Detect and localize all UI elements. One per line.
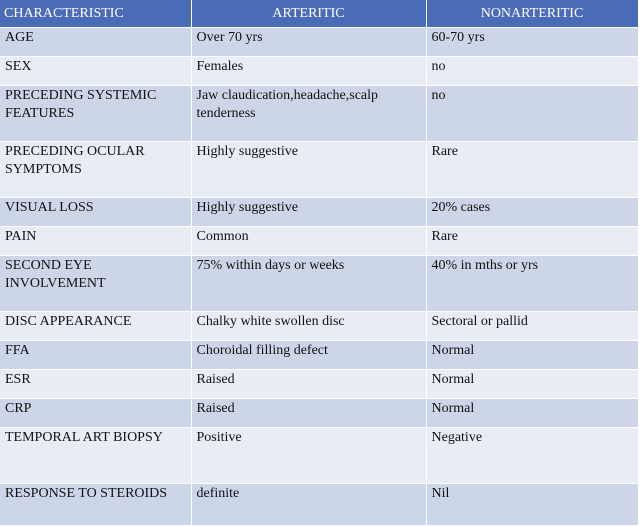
cell-arteritic: Highly suggestive bbox=[191, 142, 426, 198]
cell-nonarteritic: Normal bbox=[426, 341, 638, 370]
cell-characteristic: TEMPORAL ART BIOPSY bbox=[0, 428, 191, 484]
cell-arteritic: Raised bbox=[191, 370, 426, 399]
cell-nonarteritic: Normal bbox=[426, 370, 638, 399]
cell-nonarteritic: Rare bbox=[426, 227, 638, 256]
cell-characteristic: FFA bbox=[0, 341, 191, 370]
cell-arteritic: Females bbox=[191, 57, 426, 86]
header-nonarteritic: NONARTERITIC bbox=[426, 0, 638, 28]
table-row bbox=[0, 198, 638, 227]
table-row bbox=[0, 57, 638, 86]
cell-arteritic: Chalky white swollen disc bbox=[191, 312, 426, 341]
cell-nonarteritic: Nil bbox=[426, 484, 638, 526]
cell-characteristic: ESR bbox=[0, 370, 191, 399]
cell-characteristic: VISUAL LOSS bbox=[0, 198, 191, 227]
table-row bbox=[0, 142, 638, 198]
cell-arteritic: Choroidal filling defect bbox=[191, 341, 426, 370]
cell-nonarteritic: Rare bbox=[426, 142, 638, 198]
cell-arteritic: Jaw claudication,headache,scalp tenderness bbox=[191, 86, 426, 142]
cell-characteristic: SECOND EYE INVOLVEMENT bbox=[0, 256, 191, 312]
table-row bbox=[0, 370, 638, 399]
cell-nonarteritic: no bbox=[426, 57, 638, 86]
cell-nonarteritic: 20% cases bbox=[426, 198, 638, 227]
cell-characteristic: AGE bbox=[0, 28, 191, 57]
cell-characteristic: RESPONSE TO STEROIDS bbox=[0, 484, 191, 526]
cell-arteritic: 75% within days or weeks bbox=[191, 256, 426, 312]
header-arteritic: ARTERITIC bbox=[191, 0, 426, 28]
header-characteristic: CHARACTERISTIC bbox=[0, 0, 191, 28]
cell-nonarteritic: 40% in mths or yrs bbox=[426, 256, 638, 312]
cell-nonarteritic: 60-70 yrs bbox=[426, 28, 638, 57]
cell-nonarteritic: Negative bbox=[426, 428, 638, 484]
cell-nonarteritic: Sectoral or pallid bbox=[426, 312, 638, 341]
table-header-row bbox=[0, 0, 638, 28]
cell-arteritic: Raised bbox=[191, 399, 426, 428]
table-row bbox=[0, 86, 638, 142]
cell-nonarteritic: Normal bbox=[426, 399, 638, 428]
cell-characteristic: CRP bbox=[0, 399, 191, 428]
table-row bbox=[0, 28, 638, 57]
cell-arteritic: Highly suggestive bbox=[191, 198, 426, 227]
table-row bbox=[0, 341, 638, 370]
table-row bbox=[0, 484, 638, 526]
table-row bbox=[0, 428, 638, 484]
cell-nonarteritic: no bbox=[426, 86, 638, 142]
cell-arteritic: definite bbox=[191, 484, 426, 526]
table-row bbox=[0, 256, 638, 312]
cell-arteritic: Common bbox=[191, 227, 426, 256]
table-row bbox=[0, 399, 638, 428]
cell-arteritic: Positive bbox=[191, 428, 426, 484]
table-row bbox=[0, 227, 638, 256]
cell-characteristic: SEX bbox=[0, 57, 191, 86]
cell-arteritic: Over 70 yrs bbox=[191, 28, 426, 57]
cell-characteristic: PRECEDING OCULAR SYMPTOMS bbox=[0, 142, 191, 198]
table-row bbox=[0, 312, 638, 341]
cell-characteristic: DISC APPEARANCE bbox=[0, 312, 191, 341]
cell-characteristic: PRECEDING SYSTEMIC FEATURES bbox=[0, 86, 191, 142]
cell-characteristic: PAIN bbox=[0, 227, 191, 256]
